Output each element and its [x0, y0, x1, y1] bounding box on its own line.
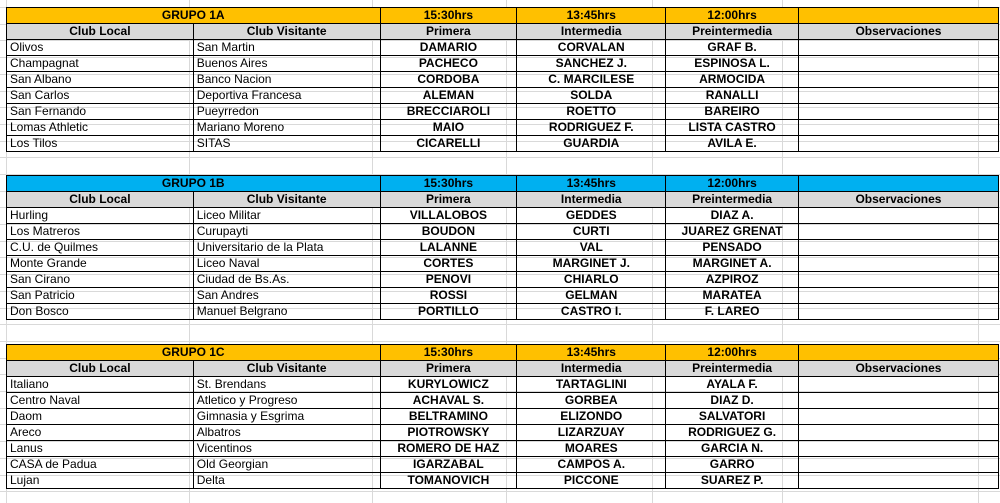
club-visitante-cell[interactable]: Old Georgian [193, 457, 380, 473]
club-local-cell[interactable]: Lanus [7, 441, 194, 457]
column-header[interactable]: Intermedia [517, 192, 666, 208]
table-row [7, 377, 999, 393]
table-row [7, 88, 999, 104]
intermedia-referee-cell[interactable]: CURTI [517, 224, 666, 240]
time-slot-cell[interactable]: 15:30hrs [380, 176, 517, 192]
table-row [7, 425, 999, 441]
observaciones-cell[interactable] [798, 256, 998, 272]
column-header-row [7, 361, 999, 377]
table-row [7, 256, 999, 272]
table-row [7, 288, 999, 304]
preintermedia-referee-cell[interactable]: SUAREZ P. [666, 473, 799, 489]
club-visitante-cell[interactable]: SITAS [193, 136, 380, 152]
club-local-cell[interactable]: C.U. de Quilmes [7, 240, 194, 256]
preintermedia-referee-cell[interactable]: GRAF B. [666, 40, 799, 56]
preintermedia-referee-cell[interactable]: MARATEA [666, 288, 799, 304]
preintermedia-referee-cell[interactable]: LISTA CASTRO [666, 120, 799, 136]
club-local-cell[interactable]: Los Matreros [7, 224, 194, 240]
column-header[interactable]: Observaciones [798, 24, 998, 40]
column-header[interactable]: Preintermedia [666, 192, 799, 208]
observaciones-cell[interactable] [798, 56, 998, 72]
observaciones-cell[interactable] [798, 409, 998, 425]
observaciones-cell[interactable] [798, 377, 998, 393]
intermedia-referee-cell[interactable]: CASTRO I. [517, 304, 666, 320]
observaciones-cell[interactable] [798, 441, 998, 457]
primera-referee-cell[interactable]: ACHAVAL S. [380, 393, 517, 409]
preintermedia-referee-cell[interactable]: DIAZ A. [666, 208, 799, 224]
time-slot-cell[interactable]: 12:00hrs [666, 8, 799, 24]
observaciones-cell[interactable] [798, 288, 998, 304]
intermedia-referee-cell[interactable]: GELMAN [517, 288, 666, 304]
club-visitante-cell[interactable]: Deportiva Francesa [193, 88, 380, 104]
club-visitante-cell[interactable]: Pueyrredon [193, 104, 380, 120]
table-row [7, 136, 999, 152]
club-local-cell[interactable]: Monte Grande [7, 256, 194, 272]
observaciones-cell[interactable] [798, 136, 998, 152]
preintermedia-referee-cell[interactable]: ARMOCIDA [666, 72, 799, 88]
intermedia-referee-cell[interactable]: MOARES [517, 441, 666, 457]
observaciones-cell[interactable] [798, 272, 998, 288]
observaciones-cell[interactable] [798, 304, 998, 320]
primera-referee-cell[interactable]: MAIO [380, 120, 517, 136]
club-local-cell[interactable]: San Cirano [7, 272, 194, 288]
club-visitante-cell[interactable]: Vicentinos [193, 441, 380, 457]
preintermedia-referee-cell[interactable]: AYALA F. [666, 377, 799, 393]
club-local-cell[interactable]: Centro Naval [7, 393, 194, 409]
table-row [7, 473, 999, 489]
primera-referee-cell[interactable]: PIOTROWSKY [380, 425, 517, 441]
observaciones-cell[interactable] [798, 224, 998, 240]
club-local-cell[interactable]: CASA de Padua [7, 457, 194, 473]
time-slot-cell[interactable]: 13:45hrs [517, 345, 666, 361]
column-header[interactable]: Club Visitante [193, 24, 380, 40]
club-visitante-cell[interactable]: Albatros [193, 425, 380, 441]
club-visitante-cell[interactable]: Liceo Militar [193, 208, 380, 224]
table-row [7, 393, 999, 409]
intermedia-referee-cell[interactable]: LIZARZUAY [517, 425, 666, 441]
preintermedia-referee-cell[interactable]: AVILA E. [666, 136, 799, 152]
table-row [7, 120, 999, 136]
group-table-3 [6, 344, 999, 489]
column-header[interactable]: Preintermedia [666, 24, 799, 40]
club-visitante-cell[interactable]: San Andres [193, 288, 380, 304]
club-visitante-cell[interactable]: Curupayti [193, 224, 380, 240]
table-row [7, 409, 999, 425]
club-visitante-cell[interactable]: Mariano Moreno [193, 120, 380, 136]
preintermedia-referee-cell[interactable]: DIAZ D. [666, 393, 799, 409]
table-row [7, 224, 999, 240]
intermedia-referee-cell[interactable]: ELIZONDO [517, 409, 666, 425]
club-local-cell[interactable]: Don Bosco [7, 304, 194, 320]
observaciones-cell[interactable] [798, 208, 998, 224]
primera-referee-cell[interactable]: ROMERO DE HAZ [380, 441, 517, 457]
observaciones-cell[interactable] [798, 88, 998, 104]
primera-referee-cell[interactable]: LALANNE [380, 240, 517, 256]
primera-referee-cell[interactable]: KURYLOWICZ [380, 377, 517, 393]
preintermedia-referee-cell[interactable]: RANALLI [666, 88, 799, 104]
column-header[interactable]: Primera [380, 192, 517, 208]
time-slot-cell[interactable]: 13:45hrs [517, 8, 666, 24]
column-header[interactable]: Club Visitante [193, 192, 380, 208]
column-header[interactable]: Intermedia [517, 24, 666, 40]
club-visitante-cell[interactable]: Banco Nacion [193, 72, 380, 88]
primera-referee-cell[interactable]: ROSSI [380, 288, 517, 304]
primera-referee-cell[interactable]: DAMARIO [380, 40, 517, 56]
time-slot-cell[interactable]: 15:30hrs [380, 8, 517, 24]
club-local-cell[interactable]: Los Tilos [7, 136, 194, 152]
preintermedia-referee-cell[interactable]: F. LAREO [666, 304, 799, 320]
preintermedia-referee-cell[interactable]: GARCIA N. [666, 441, 799, 457]
club-visitante-cell[interactable]: Liceo Naval [193, 256, 380, 272]
club-local-cell[interactable]: San Fernando [7, 104, 194, 120]
club-local-cell[interactable]: Olivos [7, 40, 194, 56]
time-slot-cell[interactable]: 12:00hrs [666, 345, 799, 361]
club-local-cell[interactable]: Daom [7, 409, 194, 425]
observaciones-cell[interactable] [798, 457, 998, 473]
preintermedia-referee-cell[interactable]: GARRO [666, 457, 799, 473]
header-blank-cell[interactable] [798, 176, 998, 192]
table-row [7, 240, 999, 256]
primera-referee-cell[interactable]: TOMANOVICH [380, 473, 517, 489]
club-local-cell[interactable]: Lujan [7, 473, 194, 489]
header-blank-cell[interactable] [798, 345, 998, 361]
intermedia-referee-cell[interactable]: CORVALAN [517, 40, 666, 56]
preintermedia-referee-cell[interactable]: SALVATORI [666, 409, 799, 425]
table-row [7, 72, 999, 88]
column-header[interactable]: Intermedia [517, 361, 666, 377]
club-visitante-cell[interactable]: Buenos Aires [193, 56, 380, 72]
club-local-cell[interactable]: San Patricio [7, 288, 194, 304]
preintermedia-referee-cell[interactable]: JUAREZ GRENAT [666, 224, 799, 240]
intermedia-referee-cell[interactable]: VAL [517, 240, 666, 256]
observaciones-cell[interactable] [798, 120, 998, 136]
group-name[interactable]: GRUPO 1B [7, 176, 381, 192]
time-slot-cell[interactable]: 13:45hrs [517, 176, 666, 192]
column-header[interactable]: Primera [380, 361, 517, 377]
table-row [7, 104, 999, 120]
club-visitante-cell[interactable]: Manuel Belgrano [193, 304, 380, 320]
observaciones-cell[interactable] [798, 72, 998, 88]
group-name[interactable]: GRUPO 1A [7, 8, 381, 24]
preintermedia-referee-cell[interactable]: PENSADO [666, 240, 799, 256]
primera-referee-cell[interactable]: IGARZABAL [380, 457, 517, 473]
primera-referee-cell[interactable]: CICARELLI [380, 136, 517, 152]
primera-referee-cell[interactable]: PORTILLO [380, 304, 517, 320]
primera-referee-cell[interactable]: BRECCIAROLI [380, 104, 517, 120]
club-local-cell[interactable]: San Carlos [7, 88, 194, 104]
column-header[interactable]: Observaciones [798, 192, 998, 208]
club-local-cell[interactable]: Italiano [7, 377, 194, 393]
club-local-cell[interactable]: San Albano [7, 72, 194, 88]
column-header[interactable]: Club Visitante [193, 361, 380, 377]
primera-referee-cell[interactable]: PENOVI [380, 272, 517, 288]
table-row [7, 208, 999, 224]
group-header-row [7, 8, 999, 24]
observaciones-cell[interactable] [798, 104, 998, 120]
club-visitante-cell[interactable]: Delta [193, 473, 380, 489]
preintermedia-referee-cell[interactable]: AZPIROZ [666, 272, 799, 288]
intermedia-referee-cell[interactable]: SOLDA [517, 88, 666, 104]
club-visitante-cell[interactable]: San Martin [193, 40, 380, 56]
intermedia-referee-cell[interactable]: CHIARLO [517, 272, 666, 288]
group-name[interactable]: GRUPO 1C [7, 345, 381, 361]
column-header-row [7, 24, 999, 40]
intermedia-referee-cell[interactable]: TARTAGLINI [517, 377, 666, 393]
intermedia-referee-cell[interactable]: SANCHEZ J. [517, 56, 666, 72]
intermedia-referee-cell[interactable]: GUARDIA [517, 136, 666, 152]
group-header-row [7, 176, 999, 192]
primera-referee-cell[interactable]: PACHECO [380, 56, 517, 72]
table-row [7, 457, 999, 473]
observaciones-cell[interactable] [798, 393, 998, 409]
club-visitante-cell[interactable]: Ciudad de Bs.As. [193, 272, 380, 288]
primera-referee-cell[interactable]: CORDOBA [380, 72, 517, 88]
intermedia-referee-cell[interactable]: ROETTO [517, 104, 666, 120]
preintermedia-referee-cell[interactable]: MARGINET A. [666, 256, 799, 272]
group-table-1 [6, 7, 999, 152]
observaciones-cell[interactable] [798, 473, 998, 489]
column-header[interactable]: Club Local [7, 24, 194, 40]
column-header[interactable]: Club Local [7, 361, 194, 377]
intermedia-referee-cell[interactable]: GEDDES [517, 208, 666, 224]
table-row [7, 40, 999, 56]
club-visitante-cell[interactable]: Atletico y Progreso [193, 393, 380, 409]
column-header[interactable]: Primera [380, 24, 517, 40]
column-header[interactable]: Observaciones [798, 361, 998, 377]
table-row [7, 272, 999, 288]
primera-referee-cell[interactable]: ALEMAN [380, 88, 517, 104]
group-header-row [7, 345, 999, 361]
observaciones-cell[interactable] [798, 40, 998, 56]
primera-referee-cell[interactable]: VILLALOBOS [380, 208, 517, 224]
table-row [7, 304, 999, 320]
club-local-cell[interactable]: Lomas Athletic [7, 120, 194, 136]
time-slot-cell[interactable]: 12:00hrs [666, 176, 799, 192]
column-header[interactable]: Club Local [7, 192, 194, 208]
intermedia-referee-cell[interactable]: PICCONE [517, 473, 666, 489]
column-header-row [7, 192, 999, 208]
preintermedia-referee-cell[interactable]: BAREIRO [666, 104, 799, 120]
club-visitante-cell[interactable]: Gimnasia y Esgrima [193, 409, 380, 425]
column-header[interactable]: Preintermedia [666, 361, 799, 377]
primera-referee-cell[interactable]: BOUDON [380, 224, 517, 240]
primera-referee-cell[interactable]: BELTRAMINO [380, 409, 517, 425]
club-visitante-cell[interactable]: St. Brendans [193, 377, 380, 393]
time-slot-cell[interactable]: 15:30hrs [380, 345, 517, 361]
observaciones-cell[interactable] [798, 425, 998, 441]
observaciones-cell[interactable] [798, 240, 998, 256]
club-local-cell[interactable]: Champagnat [7, 56, 194, 72]
table-row [7, 441, 999, 457]
club-local-cell[interactable]: Areco [7, 425, 194, 441]
intermedia-referee-cell[interactable]: CAMPOS A. [517, 457, 666, 473]
intermedia-referee-cell[interactable]: RODRIGUEZ F. [517, 120, 666, 136]
club-local-cell[interactable]: Hurling [7, 208, 194, 224]
header-blank-cell[interactable] [798, 8, 998, 24]
preintermedia-referee-cell[interactable]: RODRIGUEZ G. [666, 425, 799, 441]
intermedia-referee-cell[interactable]: MARGINET J. [517, 256, 666, 272]
primera-referee-cell[interactable]: CORTES [380, 256, 517, 272]
table-row [7, 56, 999, 72]
intermedia-referee-cell[interactable]: C. MARCILESE [517, 72, 666, 88]
group-table-2 [6, 175, 999, 320]
intermedia-referee-cell[interactable]: GORBEA [517, 393, 666, 409]
preintermedia-referee-cell[interactable]: ESPINOSA L. [666, 56, 799, 72]
club-visitante-cell[interactable]: Universitario de la Plata [193, 240, 380, 256]
